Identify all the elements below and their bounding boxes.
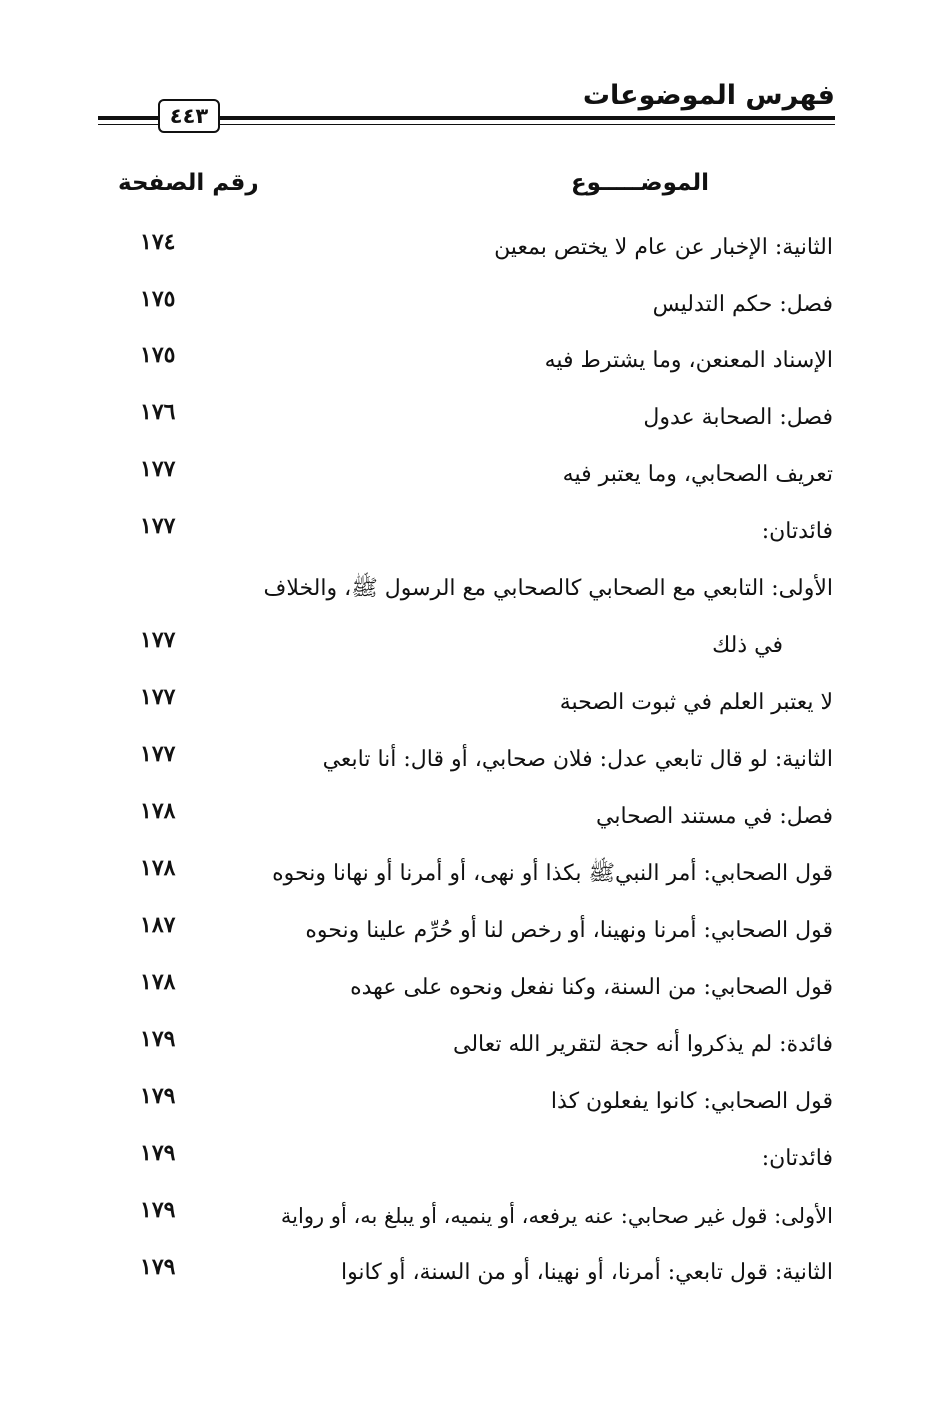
entry-text: قول الصحابي: أمرنا ونهينا، أو رخص لنا أو حُرِّم علينا ونحوه xyxy=(305,918,833,943)
entry-text: الثانية: الإخبار عن عام لا يختص بمعين xyxy=(494,235,833,260)
column-header-topic: الموضـــــوع xyxy=(570,170,709,196)
entry-page: ١٧٩ xyxy=(140,1140,176,1166)
toc-entry xyxy=(0,854,931,894)
entry-text: فصل: الصحابة عدول xyxy=(643,405,833,430)
entry-text: فائدة: لم يذكروا أنه حجة لتقرير الله تعالى xyxy=(452,1032,833,1057)
toc-entry xyxy=(0,797,931,837)
entry-text: قول الصحابي: كانوا يفعلون كذا xyxy=(550,1089,833,1114)
toc-entry xyxy=(0,683,931,723)
toc-entry xyxy=(0,341,931,381)
entry-page: ١٧٧ xyxy=(140,627,176,653)
entry-text: لا يعتبر العلم في ثبوت الصحبة xyxy=(559,690,833,715)
entry-text: قول الصحابي: أمر النبيﷺ بكذا أو نهى، أو أمرنا أو نهانا ونحوه xyxy=(272,861,833,886)
toc-entry xyxy=(0,228,931,268)
toc-entry xyxy=(0,569,931,609)
entry-page: ١٧٨ xyxy=(140,855,176,881)
entry-text: فائدتان: xyxy=(761,1146,833,1171)
toc-entry xyxy=(0,911,931,951)
entry-page: ١٧٤ xyxy=(140,229,176,255)
entry-page: ١٧٩ xyxy=(140,1083,176,1109)
toc-entry xyxy=(0,1139,931,1179)
entry-text: الثانية: قول تابعي: أمرنا، أو نهينا، أو من السنة، أو كانوا xyxy=(340,1260,833,1285)
entry-page: ١٧٩ xyxy=(140,1026,176,1052)
toc-entry xyxy=(0,1025,931,1065)
entry-page: ١٧٨ xyxy=(140,798,176,824)
toc-entry xyxy=(0,1196,931,1236)
entry-page: ١٧٧ xyxy=(140,513,176,539)
toc-entry xyxy=(0,626,931,666)
entry-text: الإسناد المعنعن، وما يشترط فيه xyxy=(544,348,833,373)
entry-text: الثانية: لو قال تابعي عدل: فلان صحابي، أو قال: أنا تابعي xyxy=(322,747,833,772)
entry-page: ١٧٨ xyxy=(140,969,176,995)
toc-entry xyxy=(0,968,931,1008)
page-number: ٤٤٣ xyxy=(158,99,220,133)
entry-text: الأولى: قول غير صحابي: عنه يرفعه، أو ينميه، أو يبلغ به، أو رواية xyxy=(280,1204,833,1228)
toc-entry xyxy=(0,1082,931,1122)
header-title: فهرس الموضوعات xyxy=(582,80,835,111)
toc-entry xyxy=(0,455,931,495)
entry-text: فائدتان: xyxy=(761,519,833,544)
entry-text: قول الصحابي: من السنة، وكنا نفعل ونحوه على عهده xyxy=(350,975,833,1000)
entry-text: فصل: حكم التدليس xyxy=(652,292,833,317)
toc-entry xyxy=(0,398,931,438)
toc-entry xyxy=(0,740,931,780)
entry-page: ١٧٥ xyxy=(140,286,176,312)
column-header-page: رقم الصفحة xyxy=(118,170,259,196)
entry-page: ١٧٩ xyxy=(140,1197,176,1223)
entry-page: ١٧٦ xyxy=(140,399,176,425)
entry-text: في ذلك xyxy=(712,633,783,658)
toc-entry xyxy=(0,512,931,552)
entry-text: فصل: في مستند الصحابي xyxy=(596,804,833,829)
entry-text: الأولى: التابعي مع الصحابي كالصحابي مع الرسول ﷺ، والخلاف xyxy=(263,576,833,601)
toc-entry xyxy=(0,1253,931,1293)
entry-page: ١٧٧ xyxy=(140,741,176,767)
entry-page: ١٨٧ xyxy=(140,912,176,938)
entry-text: تعريف الصحابي، وما يعتبر فيه xyxy=(562,462,833,487)
toc-entry xyxy=(0,285,931,325)
entry-page: ١٧٩ xyxy=(140,1254,176,1280)
entry-page: ١٧٧ xyxy=(140,684,176,710)
entry-page: ١٧٧ xyxy=(140,456,176,482)
entry-page: ١٧٥ xyxy=(140,342,176,368)
